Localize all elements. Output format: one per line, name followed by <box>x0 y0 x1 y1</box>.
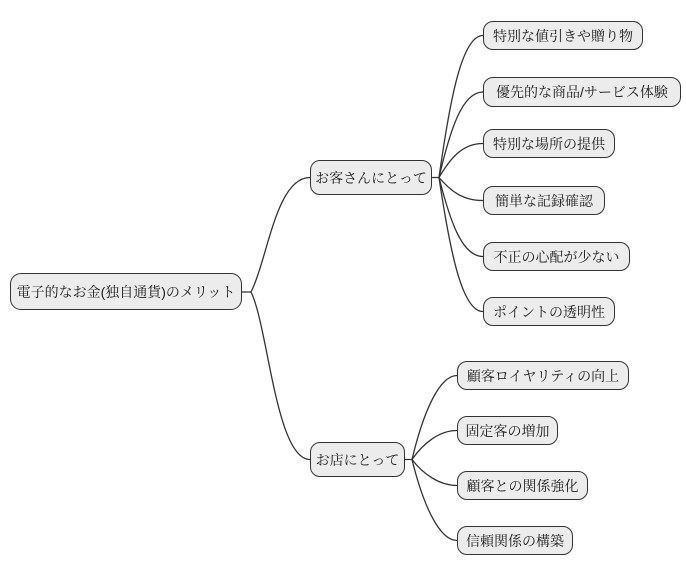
edge-shops-to-trust <box>412 460 457 541</box>
leaf-node-less-fraud-worry: 不正の心配が少ない <box>483 242 630 271</box>
edge-root-to-customers-branch <box>251 178 310 293</box>
branch-node-customers: お客さんにとって <box>310 160 432 195</box>
leaf-node-customer-loyalty-up: 顧客ロイヤリティの向上 <box>457 361 629 390</box>
leaf-node-point-transparency: ポイントの透明性 <box>483 297 615 326</box>
edge-customers-to-point-transparency <box>439 178 483 312</box>
leaf-node-easy-record-check: 簡単な記録確認 <box>483 186 605 215</box>
leaf-node-priority-product-service: 優先的な商品/サービス体験 <box>483 77 681 107</box>
leaf-node-special-discounts-gifts: 特別な値引きや贈り物 <box>483 21 643 50</box>
edge-root-to-shops-branch <box>251 292 310 460</box>
edge-shops-to-loyalty <box>412 376 457 460</box>
edge-customers-to-special-place <box>439 144 483 178</box>
leaf-node-regular-customers-increase: 固定客の増加 <box>457 416 558 445</box>
leaf-node-customer-relationship-strengthen: 顧客との関係強化 <box>457 471 588 500</box>
leaf-node-trust-building: 信頼関係の構築 <box>457 526 573 555</box>
edge-customers-to-special-discounts <box>439 36 483 178</box>
edge-customers-to-easy-record <box>439 178 483 201</box>
leaf-node-special-place: 特別な場所の提供 <box>483 129 615 158</box>
branch-node-shops: お店にとって <box>310 442 405 477</box>
root-node: 電子的なお金(独自通貨)のメリット <box>10 273 242 310</box>
